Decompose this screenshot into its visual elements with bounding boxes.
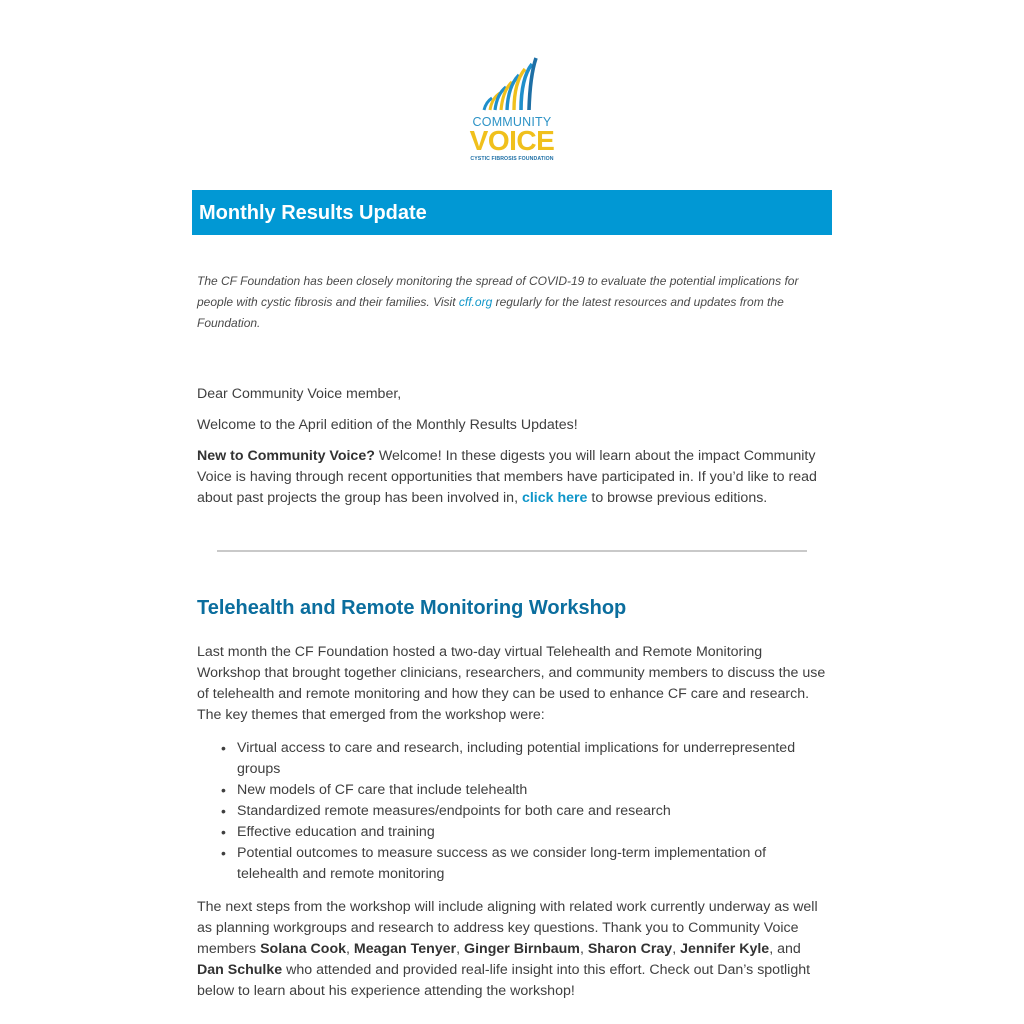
bullet-icon: • (221, 824, 226, 840)
separator: , (672, 941, 681, 957)
separator: , and (769, 941, 801, 957)
section-title: Telehealth and Remote Monitoring Workshop (197, 597, 627, 619)
workshop-intro: Last month the CF Foundation hosted a two-day virtual Telehealth and Remote Monitoring Workshop that brought together clinicians, researchers, and community members to discuss the use of telehealth and remote monitoring and how they can be used to enhance CF care and research. The key themes that emerged from the workshop were: (197, 644, 826, 723)
member-name: Meagan Tenyer (353, 941, 457, 957)
bullet-icon: • (221, 782, 226, 798)
list-item-text: Effective education and training (237, 824, 435, 840)
list-item (221, 801, 822, 822)
community-voice-logo (466, 56, 558, 166)
header-banner (192, 190, 832, 235)
separator: , (346, 941, 354, 957)
member-name: Jennifer Kyle (680, 941, 770, 957)
list-item-text: Potential outcomes to measure success as we consider long-term implementation of telehealth and remote monitoring (237, 845, 767, 882)
list-item (221, 843, 822, 885)
logo-voice-text: VOICE (469, 125, 555, 156)
bullet-icon: • (221, 740, 226, 756)
next-steps-paragraph (197, 897, 827, 1002)
list-item-text: Virtual access to care and research, including potential implications for underrepresented groups (237, 740, 796, 777)
divider (217, 550, 807, 552)
bullet-icon: • (221, 845, 226, 861)
click-here-link[interactable]: click here (521, 490, 588, 506)
new-member-label: New to Community Voice? (197, 448, 375, 464)
welcome-text: Welcome to the April edition of the Monthly Results Updates! (197, 417, 578, 433)
member-name: Dan Schulke (197, 962, 283, 978)
page-title: Monthly Results Update (199, 202, 427, 224)
next-steps-text-end: who attended and provided real-life insight into this effort. Check out Dan’s spotlight below to learn about his experience attending the workshop! (197, 962, 811, 999)
list-item (221, 738, 822, 780)
next-steps-text: The next steps from the workshop will include aligning with related work currently underway as well as planning workgroups and research to address key questions. Thank you to Community Voice members (197, 899, 818, 957)
signal-waves-icon (478, 56, 548, 112)
bullet-icon: • (221, 803, 226, 819)
list-item-text: Standardized remote measures/endpoints for both care and research (237, 803, 671, 819)
separator: , (579, 941, 588, 957)
notice-text: The CF Foundation has been closely monitoring the spread of COVID-19 to evaluate the potential implications for people with cystic fibrosis and their families. Visit (197, 274, 799, 309)
member-name: Ginger Birnbaum (464, 941, 580, 957)
new-member-text: Welcome! In these digests you will learn about the impact Community Voice is having through recent opportunities that members have participated in. If you’d like to read about past projects the group has been involved in, (197, 448, 817, 506)
list-item (221, 822, 822, 843)
notice-text-end: regularly for the latest resources and updates from the Foundation. (197, 295, 784, 330)
logo-community-text: COMMUNITY (472, 115, 552, 129)
separator: , (456, 941, 465, 957)
new-member-paragraph (197, 446, 827, 509)
new-member-text-end: to browse previous editions. (587, 490, 768, 506)
list-item-text: New models of CF care that include telehealth (237, 782, 528, 798)
logo-foundation-text: CYSTIC FIBROSIS FOUNDATION (470, 156, 554, 162)
covid-notice (197, 271, 822, 334)
member-name: Solana Cook (260, 941, 347, 957)
cff-link[interactable]: cff.org (458, 295, 493, 309)
member-name: Sharon Cray (587, 941, 673, 957)
greeting: Dear Community Voice member, (197, 386, 402, 402)
themes-list (197, 738, 822, 885)
list-item (221, 780, 822, 801)
